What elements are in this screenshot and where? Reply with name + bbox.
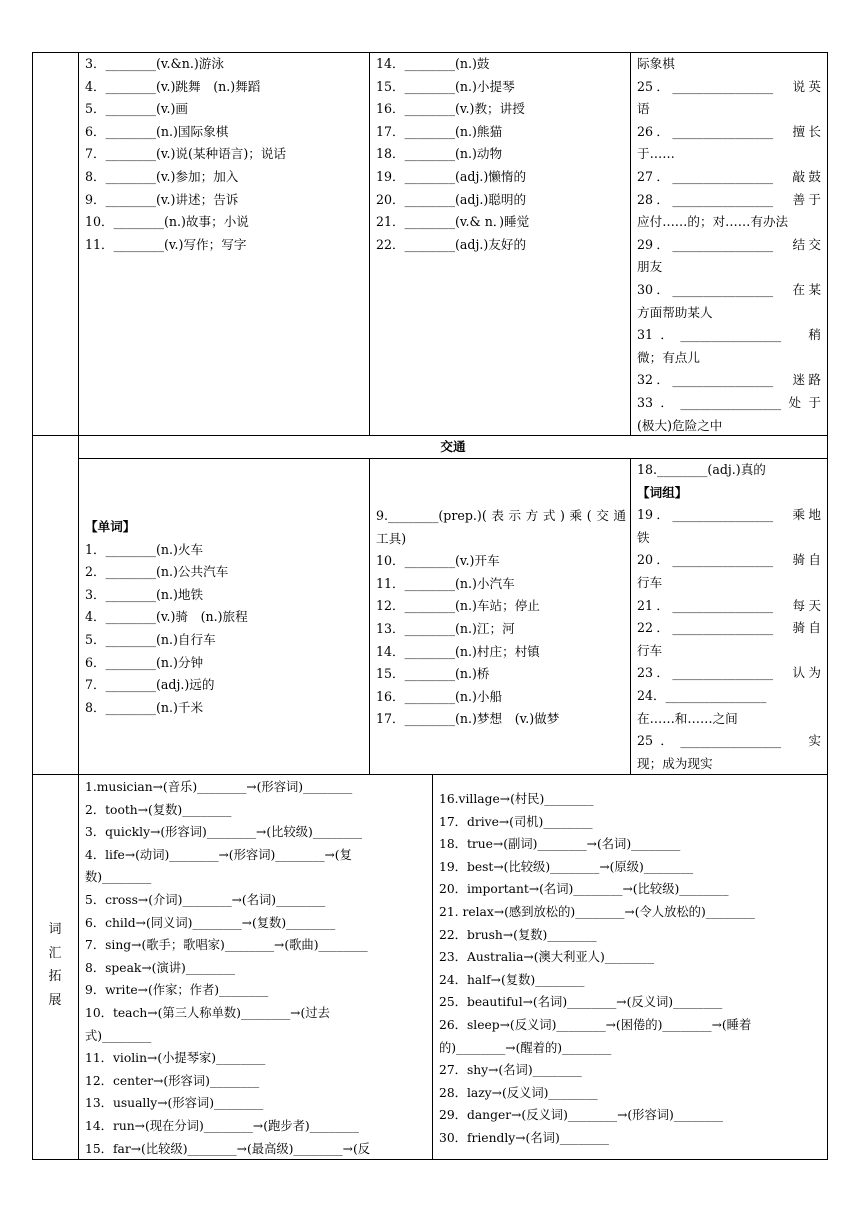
worksheet-table xyxy=(32,52,828,1160)
vocab-item: 18．________(n.)动物 xyxy=(376,146,503,162)
vocab-expansion-label xyxy=(47,918,63,1012)
vocab-item: 9．________(v.)讲述；告诉 xyxy=(85,191,239,207)
s3-col1 xyxy=(85,776,430,1160)
expansion-item: 29．danger→(反义词)________→(形容词)________ xyxy=(439,1108,724,1123)
expansion-item: 20．important→(名词)________→(比较级)________ xyxy=(439,882,729,897)
expansion-item: 3．quickly→(形容词)________→(比较级)________ xyxy=(85,825,363,840)
expansion-item: 15．far→(比较级)________→(最高级)________→(反 xyxy=(85,1141,371,1156)
phrase-item: 30．________________ 在某 xyxy=(637,281,821,297)
phrase-item-rest: 应付……的；对……有办法 xyxy=(637,214,789,230)
vocab-item: 7．________(v.)说(某种语言)；说话 xyxy=(85,146,287,162)
vocab-item: 7．________(adj.)远的 xyxy=(85,677,215,693)
phrase-item: 29．________________ 结交 xyxy=(637,236,821,252)
vocab-item: 2．________(n.)公共汽车 xyxy=(85,564,229,580)
vocab-item: 10．________(n.)故事；小说 xyxy=(85,214,249,230)
vocab-item: 3．________(n.)地铁 xyxy=(85,586,204,602)
vocab-item: 1．________(n.)火车 xyxy=(85,541,204,557)
vocab-item: 17．________(n.)梦想 (v.)做梦 xyxy=(376,711,560,727)
phrase-item: 33．________________处于 xyxy=(637,394,821,410)
phrase-item: 32．________________ 迷路 xyxy=(637,372,821,388)
vocab-item: 22．________(adj.)友好的 xyxy=(376,236,527,252)
expansion-item: 28．lazy→(反义词)________ xyxy=(439,1085,598,1100)
label-char: 拓 xyxy=(48,969,62,984)
vocab-item: 14．________(n.)村庄；村镇 xyxy=(376,643,540,659)
vocab-item: 14．________(n.)鼓 xyxy=(376,56,490,71)
vocab-item: 4．________(v.)骑 (n.)旅程 xyxy=(85,609,248,625)
vocab-item: 8．________(n.)千米 xyxy=(85,699,204,715)
phrase-item-rest: 在……和……之间 xyxy=(637,710,738,726)
s1-col3 xyxy=(637,53,821,437)
phrase-item: 24．________________ xyxy=(637,687,767,703)
expansion-item: 5．cross→(介词)________→(名词)________ xyxy=(85,892,326,907)
s2-col2 xyxy=(376,505,626,731)
phrase-item-rest: 现；成为现实 xyxy=(637,755,713,771)
expansion-item-rest: 数)________ xyxy=(85,870,152,885)
s2-col1 xyxy=(85,516,365,719)
vocab-item: 16．________(v.)教；讲授 xyxy=(376,101,525,117)
phrase-item: 25．________________ 说英 xyxy=(637,78,821,94)
vocab-item: 15．________(n.)桥 xyxy=(376,666,490,682)
phrase-item-rest: 于…… xyxy=(637,146,675,162)
expansion-item: 8．speak→(演讲)________ xyxy=(85,960,236,975)
vocab-item-rest: 工具) xyxy=(376,530,407,546)
vocab-item: 8．________(v.)参加；加入 xyxy=(85,168,239,184)
expansion-item: 10．teach→(第三人称单数)________→(过去 xyxy=(85,1005,330,1020)
expansion-item: 7．sing→(歌手；歌唱家)________→(歌曲)________ xyxy=(85,938,368,953)
column-divider-3 xyxy=(432,774,433,1160)
column-divider-b2 xyxy=(630,458,631,774)
expansion-item: 17．drive→(司机)________ xyxy=(439,814,593,829)
phrase-item: 26．________________ 擅长 xyxy=(637,123,821,139)
phrase-item-rest: 行车 xyxy=(637,574,663,590)
vocab-item: 6．________(n.)国际象棋 xyxy=(85,123,229,139)
label-char: 汇 xyxy=(48,945,62,961)
expansion-item: 4．life→(动词)________→(形容词)________→(复 xyxy=(85,847,352,862)
label-char: 展 xyxy=(48,992,62,1008)
s1-col2 xyxy=(376,53,626,256)
column-divider-a2 xyxy=(369,458,370,774)
phrase-continuation: 际象棋 xyxy=(637,56,675,71)
phrase-item: 23．________________ 认为 xyxy=(637,665,821,681)
phrase-item: 20．________________ 骑自 xyxy=(637,552,821,568)
phrase-item: 21．________________ 每天 xyxy=(637,597,821,613)
expansion-item: 21. relax→(感到放松的)________→(令人放松的)________ xyxy=(439,904,755,919)
expansion-item: 2．tooth→(复数)________ xyxy=(85,802,232,817)
column-divider-a1 xyxy=(369,52,370,435)
transport-header: 交通 xyxy=(440,439,466,454)
table-border-right xyxy=(827,52,828,1160)
phrases-heading: 【词组】 xyxy=(637,484,688,500)
expansion-item: 25．beautiful→(名词)________→(反义词)________ xyxy=(439,995,723,1010)
vocab-item: 11．________(n.)小汽车 xyxy=(376,575,515,591)
vocab-item: 20．________(adj.)聪明的 xyxy=(376,191,527,207)
phrase-item: 22．________________ 骑自 xyxy=(637,620,821,636)
table-border-left xyxy=(32,52,33,1160)
expansion-item: 14．run→(现在分词)________→(跑步者)________ xyxy=(85,1118,359,1133)
phrase-item-rest: 微；有点儿 xyxy=(637,349,700,365)
expansion-item: 30．friendly→(名词)________ xyxy=(439,1130,609,1145)
vocab-item: 18.________(adj.)真的 xyxy=(637,462,766,477)
phrase-item-rest: 行车 xyxy=(637,642,663,658)
expansion-item: 12．center→(形容词)________ xyxy=(85,1073,260,1088)
s1-col1 xyxy=(85,53,365,256)
vocab-item: 5．________(n.)自行车 xyxy=(85,631,216,647)
vocab-item: 21．________(v.& n．)睡觉 xyxy=(376,214,530,230)
phrase-item-rest: 方面帮助某人 xyxy=(637,304,713,320)
phrase-item: 25．________________ 实 xyxy=(637,733,821,749)
phrase-item-rest: 朋友 xyxy=(637,259,663,275)
expansion-item-rest: 的)________→(醒着的)________ xyxy=(439,1040,612,1055)
vocab-item: 6．________(n.)分钟 xyxy=(85,654,204,670)
expansion-item: 18．true→(副词)________→(名词)________ xyxy=(439,837,681,852)
vocab-item: 17．________(n.)熊猫 xyxy=(376,123,503,139)
vocab-item: 19．________(adj.)懒惰的 xyxy=(376,168,527,184)
vocab-item: 10．________(v.)开车 xyxy=(376,553,500,569)
expansion-item: 19．best→(比较级)________→(原级)________ xyxy=(439,859,694,874)
expansion-item-rest: 式)________ xyxy=(85,1028,152,1043)
expansion-item: 13．usually→(形容词)________ xyxy=(85,1096,264,1111)
expansion-item: 23．Australia→(澳大利亚人)________ xyxy=(439,950,654,965)
phrase-item-rest: (极大)危险之中 xyxy=(637,417,723,433)
vocab-item: 13．________(n.)江；河 xyxy=(376,620,515,636)
expansion-item: 22．brush→(复数)________ xyxy=(439,927,597,942)
expansion-item: 11．violin→(小提琴家)________ xyxy=(85,1051,266,1066)
words-heading: 【单词】 xyxy=(85,519,136,534)
phrase-item-rest: 铁 xyxy=(637,529,650,545)
expansion-item: 24．half→(复数)________ xyxy=(439,972,585,987)
phrase-item: 19．________________ 乘地 xyxy=(637,507,821,523)
phrase-item: 28．________________ 善于 xyxy=(637,191,821,207)
expansion-item: 16.village→(村民)________ xyxy=(439,792,594,806)
s3-col2 xyxy=(439,788,824,1150)
vocab-item: 9.________(prep.)(表示方式)乘(交通 xyxy=(376,508,626,523)
phrase-item: 31．________________ 稍 xyxy=(637,327,821,343)
expansion-item: 9．write→(作家；作者)________ xyxy=(85,983,269,998)
column-divider-b1 xyxy=(630,52,631,435)
vocab-item: 5．________(v.)画 xyxy=(85,101,189,117)
vocab-item: 4．________(v.)跳舞 (n.)舞蹈 xyxy=(85,78,261,94)
expansion-item: 1.musician→(音乐)________→(形容词)________ xyxy=(85,780,353,794)
label-column-divider xyxy=(78,52,79,1160)
vocab-item: 16．________(n.)小船 xyxy=(376,688,503,704)
expansion-item: 27．shy→(名词)________ xyxy=(439,1063,582,1078)
phrase-item: 27．________________ 敲鼓 xyxy=(637,168,821,184)
vocab-item: 15．________(n.)小提琴 xyxy=(376,78,515,94)
vocab-item: 3．________(v.&n.)游泳 xyxy=(85,56,224,71)
vocab-item: 12．________(n.)车站；停止 xyxy=(376,598,540,614)
expansion-item: 26．sleep→(反义词)________→(困倦的)________→(睡着 xyxy=(439,1017,752,1032)
vocab-item: 11．________(v.)写作；写字 xyxy=(85,236,247,252)
label-char: 词 xyxy=(48,922,62,937)
phrase-item-rest: 语 xyxy=(637,101,650,117)
expansion-item: 6．child→(同义词)________→(复数)________ xyxy=(85,915,336,930)
s2-col3 xyxy=(637,459,821,775)
